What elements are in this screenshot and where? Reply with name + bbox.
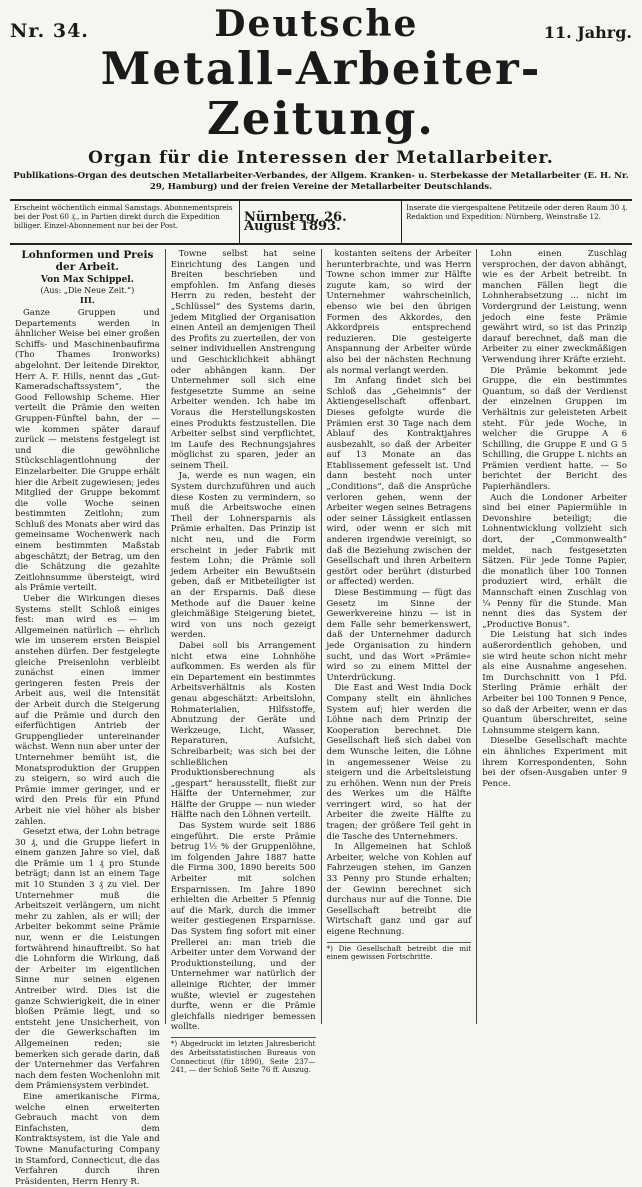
- subscription-info: Erscheint wöchentlich einmal Samstags. Abonnementspreis bei der Post 60 ₰., in Partien direkt durch die Expedition billiger. Einzel-Abonnement nur bei der Post.: [10, 201, 240, 243]
- date-line: Nürnberg, 26. August 1893.: [240, 201, 402, 243]
- column-1: [10, 249, 166, 1187]
- paragraph: In Allgemeinen hat Schloß Arbeiter, welche von Kohlen auf Fahrzeugen stehen, im Ganzen 33 Penny pro Stunde erhalten; der Gewinn berechnet sich durchaus nur auf die Tonne. Die Gesellschaft betreibt die Wirtschaft ganz und gar auf eigene Rechnung.: [326, 842, 472, 937]
- paragraph: kostanten seitens der Arbeiter herunterbrachte, und was Herrn Towne schon immer zur Hälfte zugute kam, so wird der Unternehmer wahrscheinlich, ebenso wie bei den übrigen Formen des Akkordes, den Akkordpreis entsprechend reduzieren. Die gesteigerte Anspannung der Arbeiter würde also bei der nächsten Rechnung als normal verlangt werden.: [326, 249, 472, 376]
- column-2: [166, 249, 322, 1075]
- article-author: Von Max Schippel.: [40, 275, 134, 285]
- paragraph: Diese Bestimmung — fügt das Gesetz im Sinne der Gewerkvereine hinzu — ist in dem Falle sehr bemerkenswert, daß der Unternehmer dadurch jede Organisation zu hindern sucht, und das Wort »Prämie« wird so zu einem Mittel der Unterdrückung.: [326, 588, 472, 683]
- paragraph: Towne selbst hat seine Einrichtung des Langen und Breiten beschrieben und empfohlen. Im Anfang dieses Herrn zu reden, besteht der „Schlüssel“ des Systems darin, jedem Mitglied der Organisation einen Anteil an demjenigen Theil des Profits zu zuerteilen, der von seiner individuellen Anstrengung und Geschicklichkeit abhängt oder abhängen kann. Der Unternehmer soll sich eine festgesetzte Summe an seine Arbeiter wenden. Ich habe im Voraus die Herstellungskosten eines Produkts festzustellen. Die Arbeiter selbst sind verpflichtet, im Laufe des Rechnungsjahres möglichst zu sparen, jeder an seinem Theil.: [170, 249, 316, 471]
- column-3: [322, 249, 478, 1024]
- advertising-info: Inserate die viergespaltene Petitzeile oder deren Raum 30 ₰. Redaktion und Expedition: Nürnberg, Weinstraße 12.: [406, 203, 628, 221]
- paragraph: Eine amerikanische Firma, welche einen erweiterten Gebrauch macht von dem Einfachsten, dem Kontraktsystem, ist die Yale and Towne Manufacturing Company in Stamford, Connecticut, die das Verfahren durch ihren Präsidenten, Herrn Henry R.: [15, 1091, 160, 1187]
- article-title: Lohnformen und Preis der Arbeit.: [21, 249, 154, 273]
- paragraph: Dieselbe Gesellschaft machte ein ähnliches Experiment mit ihrem Korrespondenten, Sohn bei der ofsen-Ausgaben unter 9 Pence.: [482, 736, 627, 789]
- header-top-row: [10, 3, 632, 45]
- footnote: *) Die Gesellschaft betreibt die mit einem gewissen Fortschritte.: [326, 943, 472, 962]
- paragraph: Gesetzt etwa, der Lohn betrage 30 ₰, und die Gruppe liefert in einem ganzen Jahre so viel, daß die Prämie um 1 ₰ pro Stunde beträgt; dann ist an einem Tage mit 10 Stunden 3 ₰ zu viel. Der Unternehmer muß die Arbeitszeit verlängern, um nicht mehr zu zahlen, als er will; der Arbeiter bekommt seine Prämie nur, wenn er die Leistungen fortwährend hinauftreibt. So hat die Lohnform die Wirkung, daß der Arbeiter im eigentlichen Sinne nur seinen eigenen Antreiber wird. Dies ist die ganze Schwierigkeit, die in einer bloßen Prämie liegt, und so entsteht jene Unsicherheit, von der die Gewerkschaften im Allgemeinen reden; sie bemerken sich gerade darin, daß der Unternehmer das Verfahren nach dem festen Wochenlohn mit dem Prämiensystem verbindet.: [15, 827, 160, 1092]
- paragraph: Die Leistung hat sich indes außerordentlich gehoben, und sie wird heute schon nicht mehr als eine Ausnahme angesehen. Im Durchschnitt von 1 Pfd. Sterling Prämie erhält der Arbeiter bei 100 Tonnen 9 Pence, so daß der Arbeiter, wenn er das Quantum überschreitet, seine Lohnsumme steigern kann.: [482, 630, 627, 736]
- masthead-top-word: Deutsche: [214, 3, 419, 45]
- paragraph: Lohn einen Zuschlag versprochen, der davon abhängt, wie es der Arbeit betreibt. In manchen Fällen liegt die Lohnherabsetzung ... nicht im Vordergrund der Leistung, wenn jedoch eine feste Prämie gewährt wird, so ist das Prinzip darauf berechnet, daß man die Arbeiter zu einer zweckmäßigen Verwendung ihrer Kräfte erzieht.: [482, 249, 627, 365]
- paragraph: Ganze Gruppen und Departements werden in ähnlicher Weise bei einer großen Schiffs- und Maschinenbaufirma (Tho Thames Ironworks) abgelohnt. Der leitende Direktor, Herr A. F. Hills, nennt das „Gut-Kameradschaftssystem“, the Good Fellowship Scheme. Hier verteilt die Prämie den weiten Gruppen-Fünftel bahn, der — wie kommen später darauf zurück — meistens festgelegt ist und die gewöhnliche Stückschlagentlohnung der Einzelarbeiter. Die Gruppe erhält hier die Arbeit zugewiesen; jedes Mitglied der Gruppe bekommt die volle Woche seinen bestimmten Zeitlohn; zum Schluß des Monats aber wird das gemeinsame Wochenwerk nach einem bestimmten Maßstab abgeschätzt; der Betrag, um den die Schätzung die gezahlte Zeitlohnsumme übersteigt, wird als Prämie verteilt.: [15, 308, 160, 594]
- publication-line: Publikations-Organ des deutschen Metallarbeiter-Verbandes, der Allgem. Kranken- u. Sterbekasse der Metallarbeiter (E. H. Nr. 29, Hamburg) und der freien Vereine der Metallarbeiter Deutschlands.: [13, 171, 629, 192]
- paragraph: Ja, werde es nun wagen, ein System durchzuführen und auch diese Kosten zu vermindern, so muß die Arbeitswoche einen Theil der Lohnersparnis als Prämie erhalten. Das Prinzip ist nicht neu, und die Form erscheint in jeder Fabrik mit festem Lohn; die Prämie soll jedem Arbeiter ein Bewußtsein geben, daß er Mitbeteiligter ist an der Ersparnis. Daß diese Methode auf die Dauer keine gleichmäßige Steigerung bietet, wird von uns noch gezeigt werden.: [170, 471, 316, 641]
- masthead-subtitle: Organ für die Interessen der Metallarbeiter.: [88, 148, 554, 168]
- article-source: (Aus: „Die Neue Zeit.“): [40, 286, 135, 295]
- paragraph: Das System wurde seit 1886 eingeführt. Die erste Prämie betrug 1½ % der Gruppenlöhne, im folgenden Jahre 1887 hatte die Firma 300, 1890 bereits 500 Arbeiter mit solchen Ersparnissen. Im Jahre 1890 erhielten die Arbeiter 5 Pfennig auf die Mark, durch die immer weiter gestiegenen Ersparnisse. Das System fing sofort mit einer Prellerei an: man trieb die Arbeiter unter dem Vorwand der Produktionsteilung, und der Unternehmer war natürlich der alleinige Richter, der immer wußte, wieviel er zugestehen durfte, wenn er die Prämie gleichfalls niedriger bemessen wollte.: [170, 821, 316, 1033]
- paragraph: Im Anfang findet sich bei Schloß das „Geheimnis“ der Aktiengesellschaft offenbart. Dieses gefolgte wurde die Prämien erst 30 Tage nach dem Ablauf des Kontraktjahres ausbezahlt, so daß der Arbeiter auf 13 Monate an das Etablissement gefesselt ist. Und dann besteht noch unter „Conditions“, daß die Ansprüche verloren gehen, wenn der Arbeiter wegen seines Betragens oder seiner Lässigkeit entlassen wird, oder wenn er sich mit anderen irgendwie vereinigt, so daß die Beziehung zwischen der Gesellschaft und ihren Arbeitern gestört oder berührt (disturbed or affected) werden.: [326, 376, 472, 588]
- article-section: III.: [79, 296, 95, 306]
- footnote: *) Abgedruckt im letzten Jahresbericht des Arbeitsstatistischen Bureaus von Connecticut (für 1890), Seite 237—241, — der Schloß Seite 76 ff. Auszug.: [170, 1038, 316, 1075]
- paragraph: Die East and West India Dock Company stellt ein ähnliches System auf; hier werden die Löhne nach dem Prinzip der Kooperation berechnet. Die Gesellschaft ließ sich dabei von dem Wunsche leiten, die Löhne in angemessener Weise zu steigern und die Arbeitsleistung zu erhöhen. Wenn nun der Preis des Werkes um die Hälfte verringert wird, so hat der Arbeiter die zweite Hälfte zu tragen; der größere Teil geht in die Tasche des Unternehmers.: [326, 683, 472, 842]
- info-bar: [10, 199, 632, 245]
- issue-number: Nr. 34.: [10, 20, 89, 42]
- paragraph: Dabei soll bis Arrangement nicht etwa eine Lohnhöhe aufkommen. Es werden als für ein Departement ein bestimmtes Arbeitsverhältnis als Kosten genau abgeschätzt: Arbeitslohn, Rohmaterialien, Hilfsstoffe, Abnutzung der Geräte und Werkzeuge, Licht, Wasser, Reparaturen, Aufsicht, Schreibarbeit; was sich bei der schließlichen Produktionsberechnung als „gespart“ herausstellt, fließt zur Hälfte der Unternehmer, zur Hälfte der Gruppe — nun wieder Hälfte nach den Löhnen verteilt.: [170, 640, 316, 821]
- masthead-title: Metall-Arbeiter-Zeitung.: [100, 42, 542, 145]
- article-columns: [10, 249, 632, 1187]
- paragraph: Die Prämie bekommt jede Gruppe, die ein bestimmtes Quantum, so daß der Verdienst der einzelnen Gruppen im Verhältnis zur geleisteten Arbeit steht. Für jede Woche, in welcher die Gruppe A 6 Schilling, die Gruppe E und G 5 Schilling, die Gruppe L nichts an Prämien verdient hatte. — So berichtet der Bericht des Papierhändlers.: [482, 365, 627, 493]
- column-4: [477, 249, 632, 1024]
- paragraph: Auch die Londoner Arbeiter sind bei einer Papiermühle in Devonshire beteiligt; die Lohnentwicklung vollzieht sich dort, der „Commonwealth“ meldet, nach festgesetzten Sätzen. Für jede Tonne Papier, die monatlich über 100 Tonnen produziert wird, erhält die Mannschaft einen Zuschlag von ¼ Penny für die Stunde. Man nennt dies das System der „Productive Bonus“.: [482, 492, 627, 630]
- year-label: 11. Jahrg.: [543, 23, 632, 42]
- paragraph: Ueber die Wirkungen dieses Systems stellt Schloß einiges fest: man wird es — im Allgemeinen natürlich — ehrlich wie im unserem ersten Beispiel anstehen dürfen. Der festgelegte gleiche Preisenlohn verbleibt zunächst einen immer geringeren festen Preis der Arbeit aus, weil die Intensität der Arbeit durch die Steigerung auf die Prämie und durch den eiferfüchtigen Antrieb der Gruppenglieder untereinander wächst. Wenn nun aber unter der Unternehmer bemüht ist, die Monatsproduktion der Gruppen zu steigern, so wird auch die Prämie immer geringer, und er wird den Preis für ein Pfund Arbeit nie viel höher als bisher zahlen.: [15, 594, 160, 827]
